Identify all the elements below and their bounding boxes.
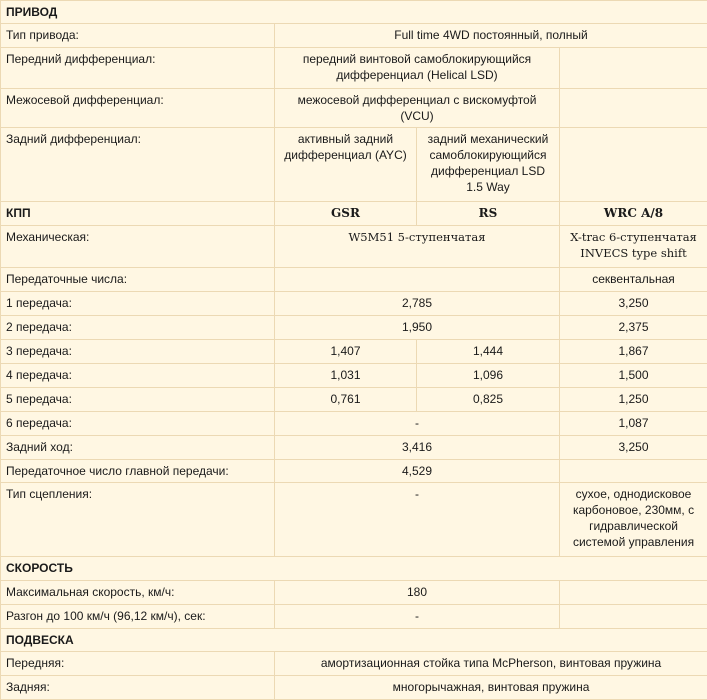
row-value-rs: 0,825 bbox=[417, 388, 560, 412]
table-row bbox=[1, 48, 707, 89]
row-label: Тип сцепления: bbox=[1, 483, 275, 557]
row-value: 4,529 bbox=[275, 460, 560, 483]
row-label: Передний дифференциал: bbox=[1, 48, 275, 89]
row-value-gsr: 1,407 bbox=[275, 340, 417, 364]
row-label: Механическая: bbox=[1, 226, 275, 268]
column-header-gsr: GSR bbox=[275, 202, 417, 226]
row-value: Full time 4WD постоянный, полный bbox=[275, 24, 707, 48]
row-label: 5 передача: bbox=[1, 388, 275, 412]
table-row bbox=[1, 412, 707, 436]
section-title-kpp: КПП bbox=[1, 202, 275, 226]
table-row bbox=[1, 316, 707, 340]
row-label: Задняя: bbox=[1, 676, 275, 700]
column-header-wrc: WRC A/8 bbox=[560, 202, 707, 226]
section-title-privod: ПРИВОД bbox=[1, 1, 707, 24]
row-label: 2 передача: bbox=[1, 316, 275, 340]
row-label: Передаточное число главной передачи: bbox=[1, 460, 275, 483]
row-value: - bbox=[275, 483, 560, 557]
row-value-wrc: 1,250 bbox=[560, 388, 707, 412]
row-value-gsr: 0,761 bbox=[275, 388, 417, 412]
row-label: 1 передача: bbox=[1, 292, 275, 316]
table-row bbox=[1, 460, 707, 483]
table-row bbox=[1, 128, 707, 202]
table-row bbox=[1, 364, 707, 388]
table-row bbox=[1, 388, 707, 412]
row-value: - bbox=[275, 412, 560, 436]
table-row bbox=[1, 340, 707, 364]
rear-diff-rs: задний механический самоблокирующийся дифференциал LSD 1.5 Way bbox=[417, 128, 560, 202]
row-value: 2,785 bbox=[275, 292, 560, 316]
section-privod bbox=[1, 1, 707, 24]
section-kpp-header bbox=[1, 202, 707, 226]
row-value: 180 bbox=[275, 581, 560, 605]
row-value: - bbox=[275, 605, 560, 629]
row-value-gsr: 1,031 bbox=[275, 364, 417, 388]
section-speed bbox=[1, 557, 707, 581]
row-label: Тип привода: bbox=[1, 24, 275, 48]
row-value-wrc: 1,500 bbox=[560, 364, 707, 388]
table-row bbox=[1, 292, 707, 316]
table-row bbox=[1, 268, 707, 292]
row-value-rs: 1,096 bbox=[417, 364, 560, 388]
row-label: 3 передача: bbox=[1, 340, 275, 364]
row-label: 4 передача: bbox=[1, 364, 275, 388]
row-label: Задний дифференциал: bbox=[1, 128, 275, 202]
row-value: амортизационная стойка типа McPherson, винтовая пружина bbox=[275, 652, 707, 676]
table-row bbox=[1, 483, 707, 557]
row-value-wrc: 1,087 bbox=[560, 412, 707, 436]
row-value-wrc: сухое, однодисковое карбоновое, 230мм, с гидравлической системой управления bbox=[560, 483, 707, 557]
section-title-suspension: ПОДВЕСКА bbox=[1, 629, 707, 652]
row-value: многорычажная, винтовая пружина bbox=[275, 676, 707, 700]
column-header-rs: RS bbox=[417, 202, 560, 226]
row-value-wrc: 2,375 bbox=[560, 316, 707, 340]
section-suspension bbox=[1, 629, 707, 652]
table-row bbox=[1, 652, 707, 676]
table-row bbox=[1, 89, 707, 128]
row-value: 1,950 bbox=[275, 316, 560, 340]
row-value-wrc: 1,867 bbox=[560, 340, 707, 364]
section-title-speed: СКОРОСТЬ bbox=[1, 557, 707, 581]
table-row bbox=[1, 226, 707, 268]
row-label: Разгон до 100 км/ч (96,12 км/ч), сек: bbox=[1, 605, 275, 629]
row-value: передний винтовой самоблокирующийся дифференциал (Helical LSD) bbox=[275, 48, 560, 89]
row-label: Передняя: bbox=[1, 652, 275, 676]
row-label: Задний ход: bbox=[1, 436, 275, 460]
row-value-wrc: секвентальная bbox=[560, 268, 707, 292]
table-row bbox=[1, 581, 707, 605]
row-label: Максимальная скорость, км/ч: bbox=[1, 581, 275, 605]
row-value-rs: 1,444 bbox=[417, 340, 560, 364]
table-row bbox=[1, 605, 707, 629]
row-value-wrc: 3,250 bbox=[560, 436, 707, 460]
row-value: 3,416 bbox=[275, 436, 560, 460]
row-value: W5M51 5-ступенчатая bbox=[275, 226, 560, 268]
row-value-wrc: X-trac 6-ступенчатая INVECS type shift bbox=[560, 226, 707, 268]
table-row bbox=[1, 676, 707, 700]
row-value-wrc: 3,250 bbox=[560, 292, 707, 316]
row-label: 6 передача: bbox=[1, 412, 275, 436]
rear-diff-gsr: активный задний дифференциал (AYC) bbox=[275, 128, 417, 202]
table-row bbox=[1, 436, 707, 460]
table-row bbox=[1, 24, 707, 48]
row-label: Передаточные числа: bbox=[1, 268, 275, 292]
row-value: межосевой дифференциал с вискомуфтой (VCU) bbox=[275, 89, 560, 128]
row-label: Межосевой дифференциал: bbox=[1, 89, 275, 128]
